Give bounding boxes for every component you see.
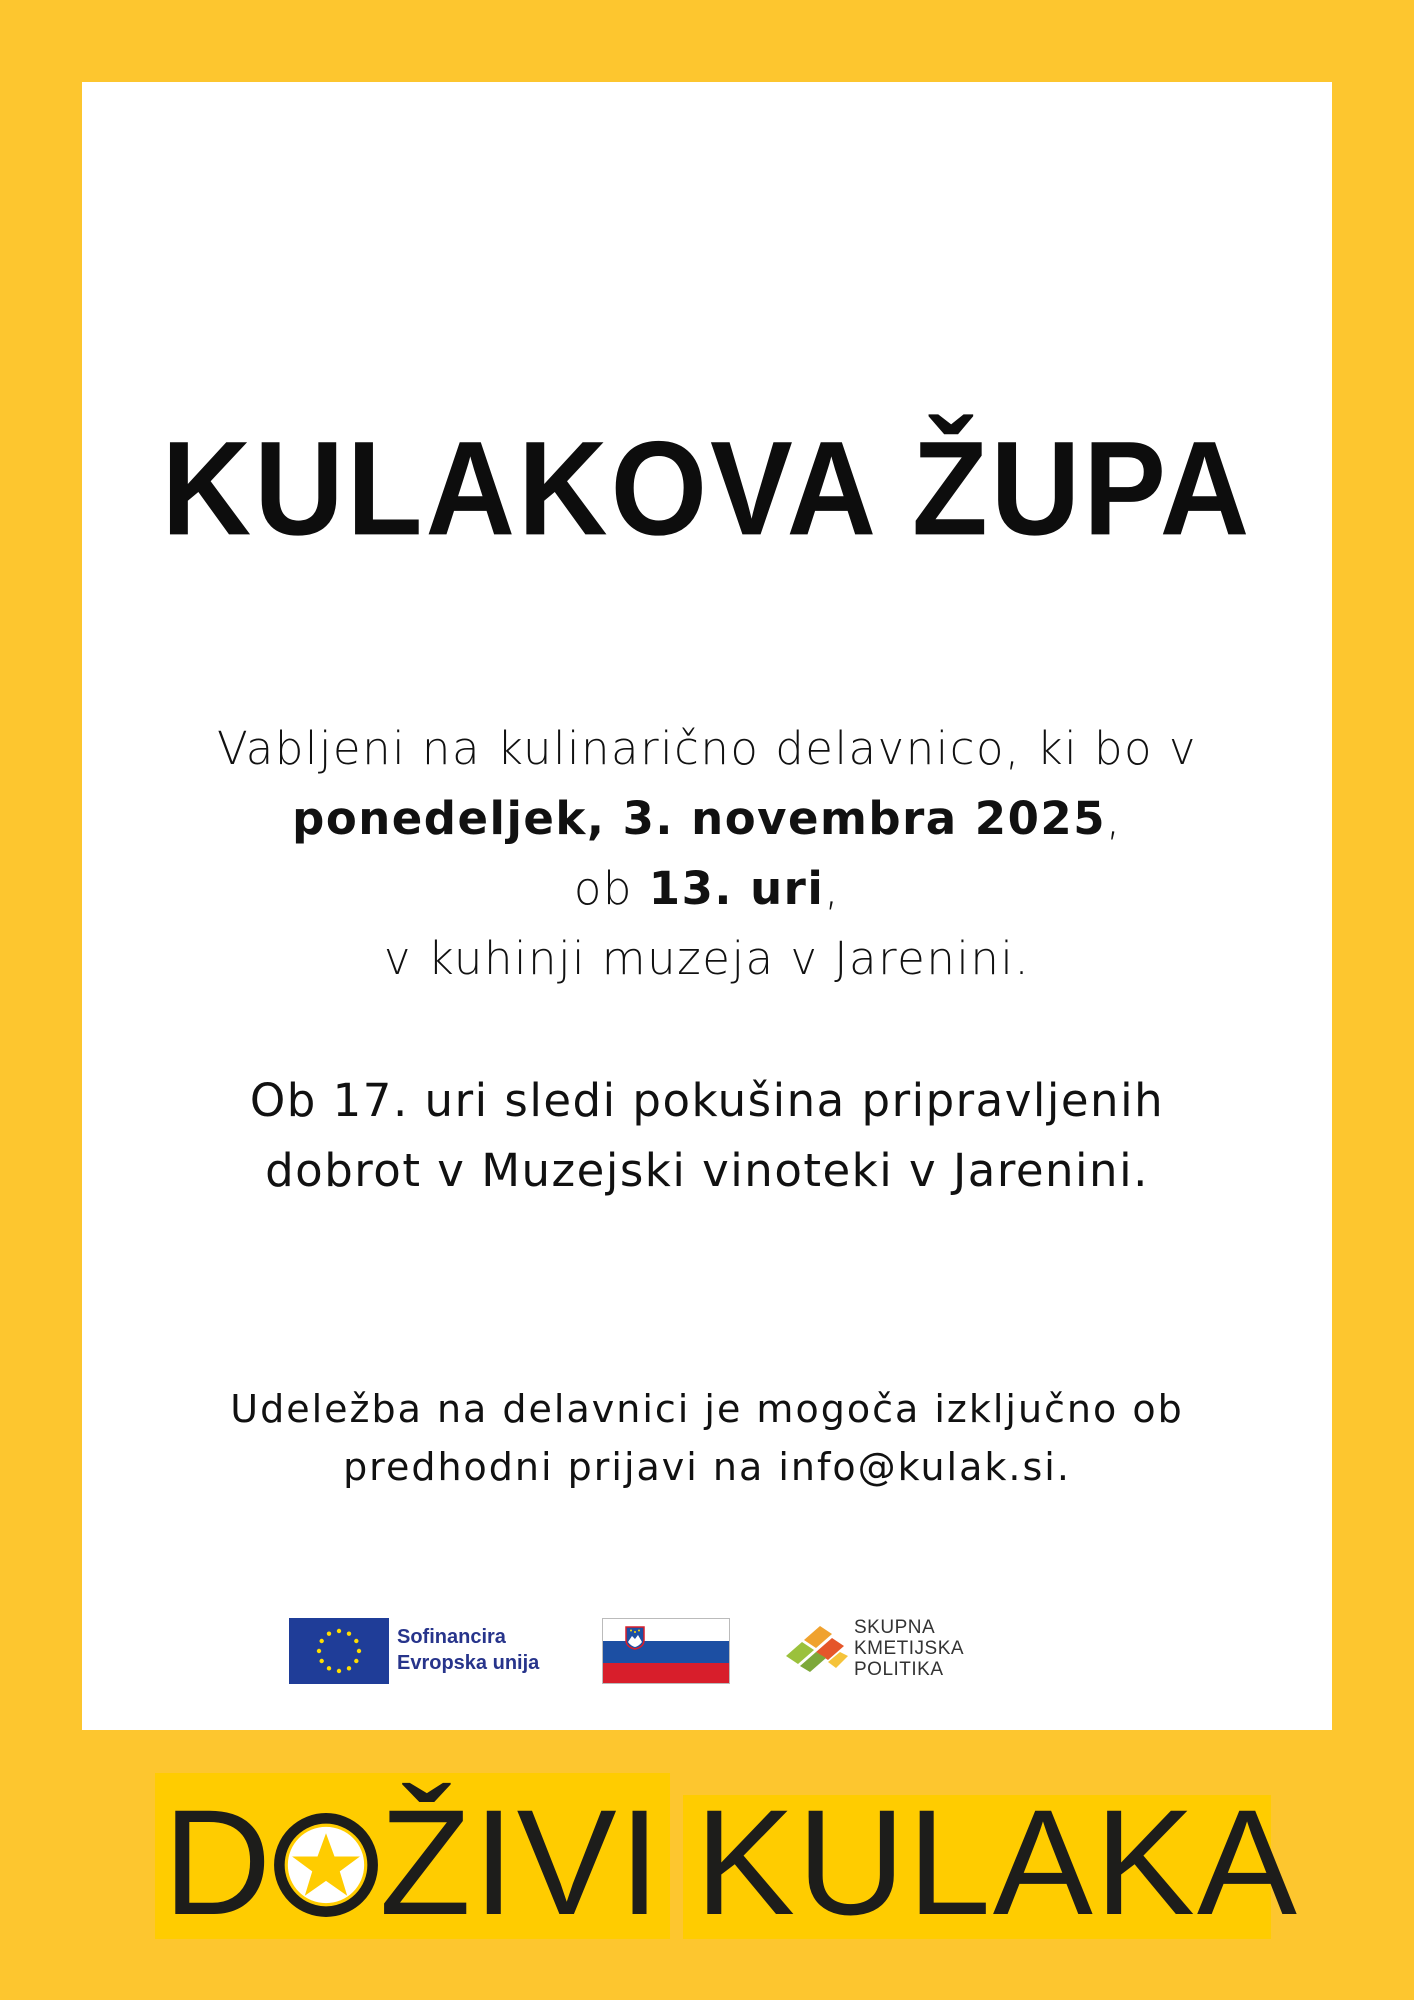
tasting-text: Ob 17. uri sledi pokušina pripravljenih dobrot v Muzejski vinoteki v Jarenini. — [249, 1074, 1165, 1197]
poster-panel — [82, 82, 1332, 1730]
registration-note: Udeležba na delavnici je mogoča izključno ob predhodni prijavi na info@kulak.si. — [230, 1387, 1184, 1489]
skp-logo-icon — [784, 1622, 850, 1674]
event-date: ponedeljek, 3. novembra 2025 — [292, 792, 1107, 845]
star-circle-icon — [273, 1812, 379, 1918]
brand-word-kulaka: KULAKA — [695, 1778, 1299, 1946]
skp-label: SKUPNA KMETIJSKA POLITIKA — [854, 1617, 965, 1680]
slovenia-flag-icon — [602, 1618, 730, 1684]
invite-line: Vabljeni na kulinarično delavnico, ki bo v — [216, 722, 1197, 775]
brand-word-dozivi: D ŽIVI — [163, 1778, 663, 1946]
invitation-text — [82, 714, 1332, 994]
invite-time-line: ob 13. uri, — [573, 862, 841, 915]
eu-flag-icon — [289, 1618, 389, 1684]
event-time: 13. uri — [648, 862, 825, 915]
invite-date-line: ponedeljek, 3. novembra 2025, — [292, 792, 1122, 845]
brand-logo — [155, 1773, 1299, 1946]
event-place: v kuhinji muzeja v Jarenini. — [383, 932, 1031, 985]
sponsor-logos — [289, 1614, 1049, 1694]
poster-title: KULAKOVA ŽUPA — [161, 414, 1253, 564]
eu-cofunding-label: Sofinancira Evropska unija — [397, 1626, 540, 1674]
